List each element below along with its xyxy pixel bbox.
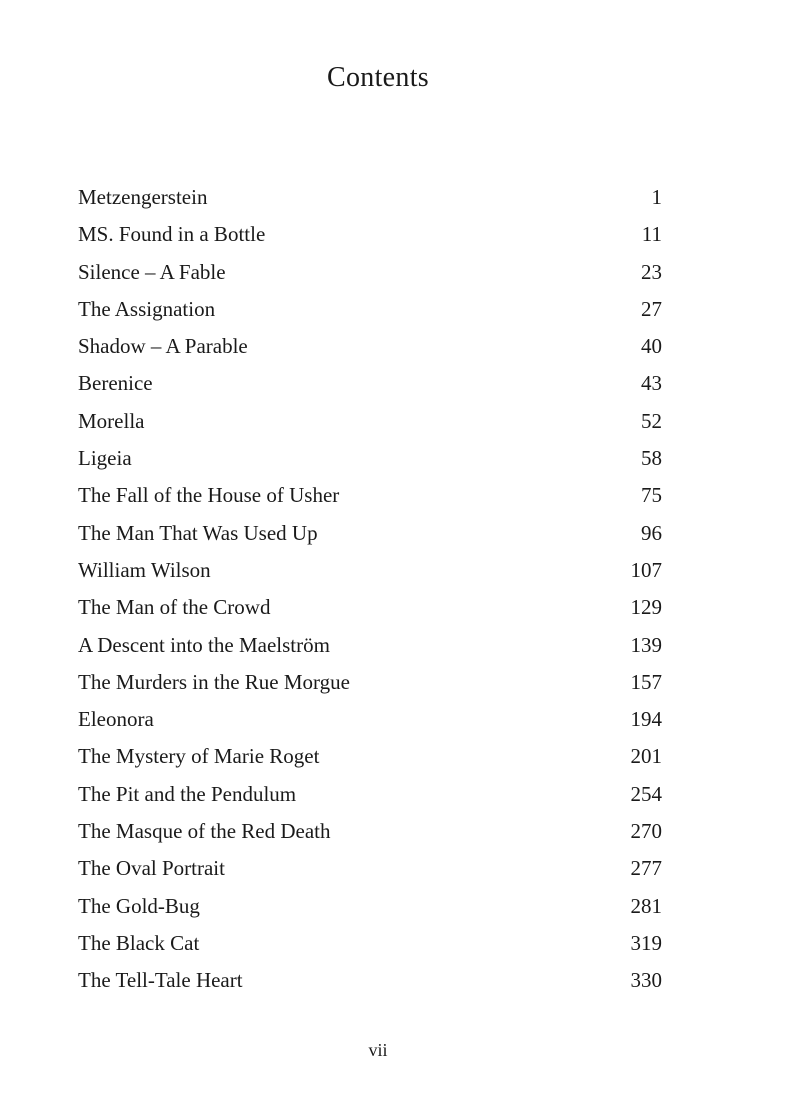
toc-entry-title: William Wilson bbox=[78, 557, 211, 582]
toc-entry bbox=[78, 816, 662, 853]
table-of-contents bbox=[78, 182, 662, 1003]
toc-entry bbox=[78, 518, 662, 555]
toc-entry bbox=[78, 219, 662, 256]
toc-entry bbox=[78, 182, 662, 219]
toc-entry-page: 23 bbox=[641, 259, 662, 284]
toc-entry-title: MS. Found in a Bottle bbox=[78, 222, 266, 247]
toc-entry-page: 319 bbox=[630, 930, 662, 955]
toc-entry-title: The Gold-Bug bbox=[78, 893, 200, 918]
toc-entry bbox=[78, 704, 662, 741]
toc-entry-page: 270 bbox=[630, 819, 662, 844]
toc-entry-page: 330 bbox=[630, 968, 662, 993]
toc-entry-title: Eleonora bbox=[78, 707, 154, 732]
toc-entry-title: The Man That Was Used Up bbox=[78, 520, 318, 545]
toc-entry-page: 96 bbox=[641, 520, 662, 545]
toc-entry-title: The Pit and the Pendulum bbox=[78, 781, 297, 806]
toc-entry-page: 1 bbox=[651, 185, 662, 209]
toc-entry bbox=[78, 630, 662, 667]
toc-entry bbox=[78, 592, 662, 629]
toc-entry-title: The Murders in the Rue Morgue bbox=[78, 669, 350, 694]
toc-entry bbox=[78, 406, 662, 443]
toc-entry-page: 201 bbox=[630, 744, 662, 769]
toc-entry bbox=[78, 257, 662, 294]
toc-entry-title: The Mystery of Marie Roget bbox=[78, 744, 320, 769]
toc-entry-page: 139 bbox=[630, 632, 662, 657]
toc-entry-page: 27 bbox=[641, 296, 662, 321]
toc-entry bbox=[78, 294, 662, 331]
toc-entry-title: Berenice bbox=[78, 371, 153, 396]
toc-entry bbox=[78, 480, 662, 517]
toc-entry-title: The Masque of the Red Death bbox=[78, 819, 331, 844]
toc-entry-page: 43 bbox=[641, 371, 662, 396]
page-title: Contents bbox=[327, 62, 429, 93]
toc-entry-title: Morella bbox=[78, 408, 145, 433]
toc-entry-title: The Oval Portrait bbox=[78, 856, 225, 881]
toc-entry-page: 11 bbox=[641, 222, 662, 247]
toc-entry-title: Shadow – A Parable bbox=[78, 334, 248, 359]
toc-entry-page: 107 bbox=[630, 557, 662, 582]
toc-entry-page: 52 bbox=[641, 408, 662, 433]
toc-entry bbox=[78, 667, 662, 704]
toc-entry bbox=[78, 741, 662, 778]
toc-entry-page: 129 bbox=[630, 595, 662, 620]
toc-entry-title: The Black Cat bbox=[78, 930, 200, 955]
toc-entry-title: The Man of the Crowd bbox=[78, 595, 271, 620]
toc-entry-title: Metzengerstein bbox=[78, 185, 208, 209]
toc-entry bbox=[78, 928, 662, 965]
toc-entry bbox=[78, 891, 662, 928]
toc-entry-page: 40 bbox=[641, 334, 662, 359]
toc-entry-title: A Descent into the Maelström bbox=[78, 632, 330, 657]
toc-entry-title: The Tell-Tale Heart bbox=[78, 968, 243, 993]
toc-entry bbox=[78, 443, 662, 480]
toc-entry-page: 194 bbox=[630, 707, 662, 732]
toc-entry bbox=[78, 331, 662, 368]
toc-entry-page: 281 bbox=[630, 893, 662, 918]
toc-entry-title: The Fall of the House of Usher bbox=[78, 483, 340, 508]
toc-entry-page: 75 bbox=[641, 483, 662, 508]
toc-entry-page: 58 bbox=[641, 446, 662, 471]
toc-entry bbox=[78, 853, 662, 890]
toc-entry-title: Ligeia bbox=[78, 446, 132, 471]
toc-entry-title: Silence – A Fable bbox=[78, 259, 226, 284]
toc-entry-title: The Assignation bbox=[78, 296, 216, 321]
toc-entry-page: 254 bbox=[630, 781, 662, 806]
toc-entry-page: 277 bbox=[630, 856, 662, 881]
toc-entry-page: 157 bbox=[630, 669, 662, 694]
toc-entry bbox=[78, 368, 662, 405]
toc-entry bbox=[78, 555, 662, 592]
toc-entry bbox=[78, 965, 662, 1002]
page-number: vii bbox=[368, 1040, 388, 1060]
toc-entry bbox=[78, 779, 662, 816]
